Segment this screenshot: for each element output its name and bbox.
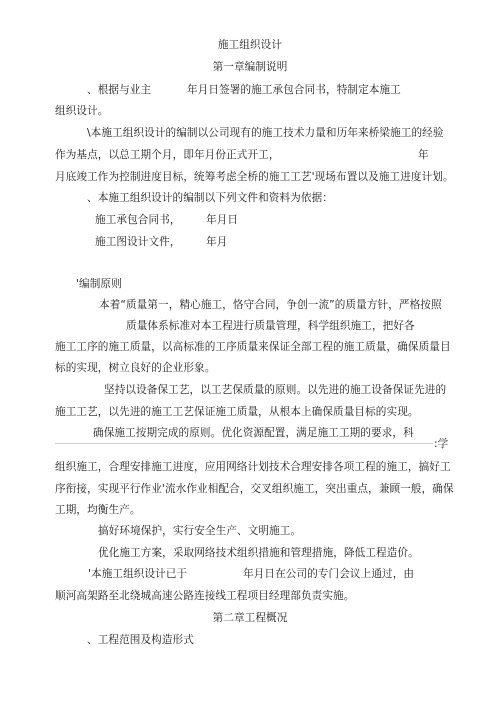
cost-para: 优化施工方案，采取网络技术组织措施和管理措施，降低工程造价。 [98,547,419,559]
para2-line2-year: 年 [418,149,429,161]
chapter-1-heading: 第一章编制说明 [212,61,288,73]
para1-line1-a: 、根据与业主 [87,84,152,96]
doc-list-item-1-date: 年月日 [206,214,239,226]
approval-para-line2: 顺河高架路至北绕城高速公路连接线工程项目经理部负责实施。 [55,590,355,602]
quality-para-line4: 标的实现，树立良好的企业形象。 [55,362,216,374]
para1-line1-b: 年月日签署的施工承包合同书，特制定本施工 [187,84,401,96]
para1-line2: 组织设计。 [55,105,109,117]
equipment-para-line2: 施工工艺，以先进的施工工艺保证施工质量，从根本上确保质量目标的实现。 [55,406,419,418]
schedule-para-line1-end: :学 [434,438,449,450]
equipment-para-line1: 坚持以设备保工艺，以工艺保质量的原则。以先进的施工设备保证先进的 [104,384,447,396]
environment-para: 搞好环境保护，实行安全生产、文明施工。 [98,525,302,537]
para2-line3: 月底竣工作为控制进度目标，统筹考虑全桥的施工工艺'现场布置以及施工进度计划。 [55,171,454,183]
principles-heading: '编制原则 [76,278,122,290]
para3-line1: 、本施工组织设计的编制以下列文件和资料为依据： [87,192,333,204]
quality-para-line1: 本着“质量第一，精心施工，恪守合同，争创一流”的质量方针，严格按照 [99,299,442,311]
schedule-para-line2: 组织施工，合理安排施工进度，应用网络计划技术合理安排各项工程的施工，搞好工 [55,461,451,473]
doc-list-item-2-name: 施工图设计文件， [95,236,181,248]
approval-para-line1-a: '本施工组织设计已于 [88,568,188,580]
schedule-para-line4: 工期，均衡生产。 [55,504,141,516]
schedule-para-line3: 序衔接，实现平行作业'流水作业相配合，交叉组织施工，突出重点，兼顾一般，确保 [55,483,454,495]
separator-line [55,443,433,444]
document-title: 施工组织设计 [217,39,283,51]
quality-para-line3: 施工工序的施工质量，以高标准的工序质量来保证全部工程的施工质量，确保质量目 [55,341,451,353]
section-2-1-heading: 、工程范围及构造形式 [87,634,194,646]
approval-para-line1-b: 年月日在公司的专门会议上通过，由 [243,568,415,580]
schedule-para-line1: 确保施工按期完成的原则。优化资源配置，满足施工工期的要求，科 [93,427,414,439]
doc-list-item-1-name: 施工承包合同书， [95,214,181,226]
para2-line1: \本施工组织设计的编制以公司现有的施工技术力量和历年来桥梁施工的经验 [87,127,444,139]
doc-list-item-2-date: 年月 [206,236,228,248]
quality-para-line2: 质量体系标准对本工程进行质量管理，科学组织施工，把好各 [126,320,415,332]
para2-line2: 作为基点，以总工期个月，即年月份正式开工， [55,149,280,161]
chapter-2-heading: 第二章工程概况 [212,612,288,624]
